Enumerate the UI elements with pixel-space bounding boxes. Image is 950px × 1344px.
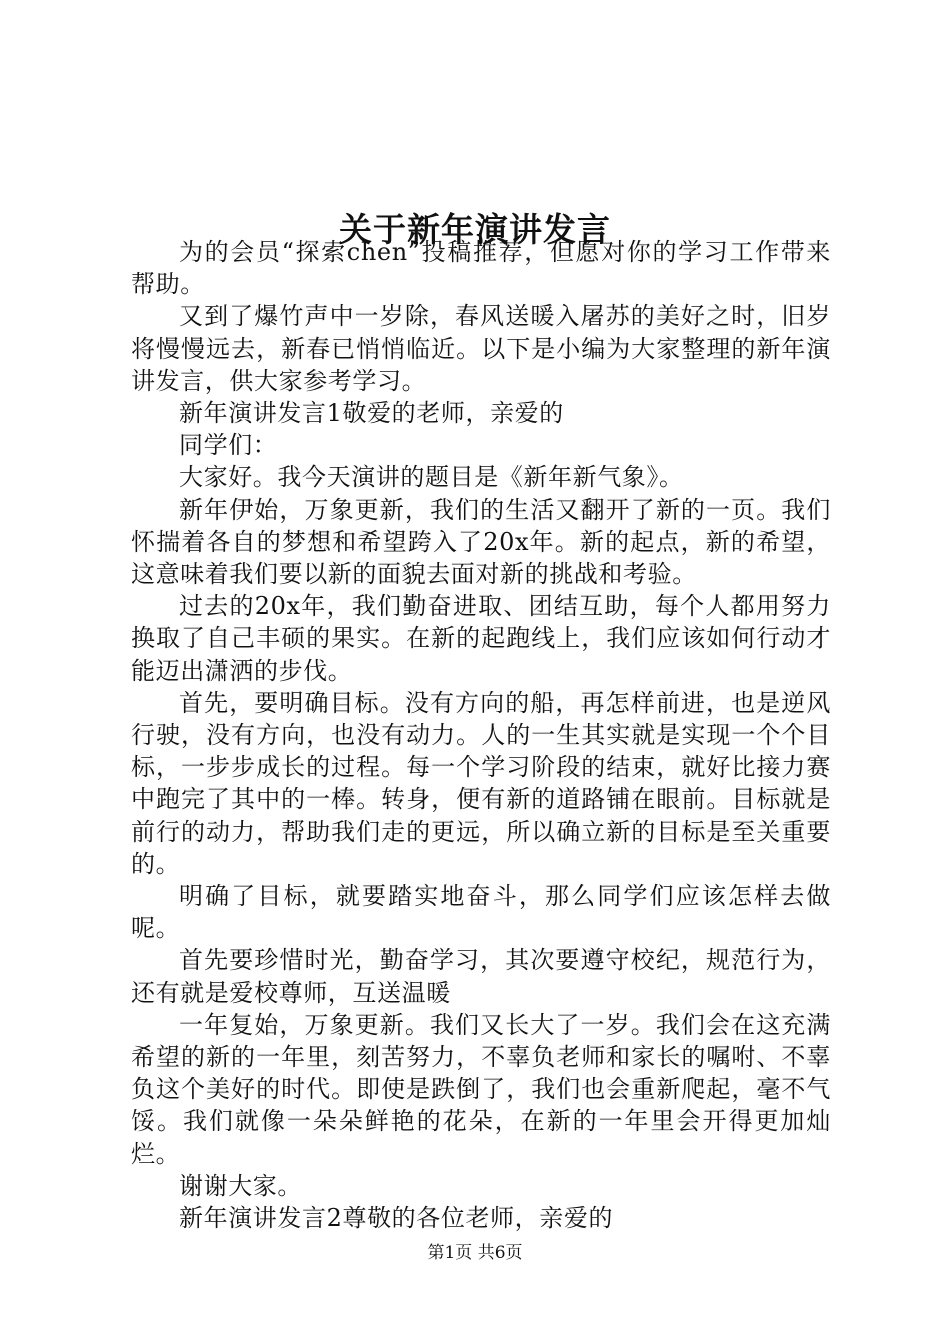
paragraph: 首先要珍惜时光，勤奋学习，其次要遵守校纪，规范行为，还有就是爱校尊师，互送温暖 [131, 946, 831, 1007]
paragraph: 首先，要明确目标。没有方向的船，再怎样前进，也是逆风行驶，没有方向，也没有动力。人的一生其实就是实现一个个目标，一步步成长的过程。每一个学习阶段的结束，就好比接力赛中跑完了其中的一棒。转身，便有新的道路铺在眼前。目标就是前行的动力，帮助我们走的更远，所以确立新的目标是至关重要的。 [131, 688, 831, 878]
page-number-footer: 第1页 共6页 [427, 1243, 523, 1263]
paragraph: 新年演讲发言2尊敬的各位老师，亲爱的 [179, 1204, 614, 1233]
paragraph: 同学们： [179, 431, 278, 460]
paragraph: 过去的20x年，我们勤奋进取、团结互助，每个人都用努力换取了自己丰硕的果实。在新的起跑线上，我们应该如何行动才能迈出潇洒的步伐。 [131, 592, 831, 685]
paragraph: 新年伊始，万象更新，我们的生活又翻开了新的一页。我们怀揣着各自的梦想和希望跨入了20x年。新的起点，新的希望，这意味着我们要以新的面貌去面对新的挑战和考验。 [131, 495, 831, 589]
paragraph: 谢谢大家。 [179, 1171, 302, 1200]
document-body [131, 236, 831, 1234]
paragraph: 为的会员“探索chen”投稿推荐，但愿对你的学习工作带来帮助。 [131, 238, 831, 299]
paragraph: 明确了目标，就要踏实地奋斗，那么同学们应该怎样去做呢。 [131, 882, 831, 943]
paragraph: 一年复始，万象更新。我们又长大了一岁。我们会在这充满希望的新的一年里，刻苦努力，不辜负老师和家长的嘱咐、不辜负这个美好的时代。即使是跌倒了，我们也会重新爬起，毫不气馁。我们就像一朵朵鲜艳的花朵，在新的一年里会开得更加灿烂。 [131, 1010, 831, 1168]
paragraph: 又到了爆竹声中一岁除，春风送暖入屠苏的美好之时，旧岁将慢慢远去，新春已悄悄临近。以下是小编为大家整理的新年演讲发言，供大家参考学习。 [131, 302, 831, 395]
paragraph: 大家好。我今天演讲的题目是《新年新气象》。 [179, 463, 684, 492]
paragraph: 新年演讲发言1敬爱的老师，亲爱的 [179, 399, 564, 428]
document-title: 关于新年演讲发言 [339, 210, 611, 250]
